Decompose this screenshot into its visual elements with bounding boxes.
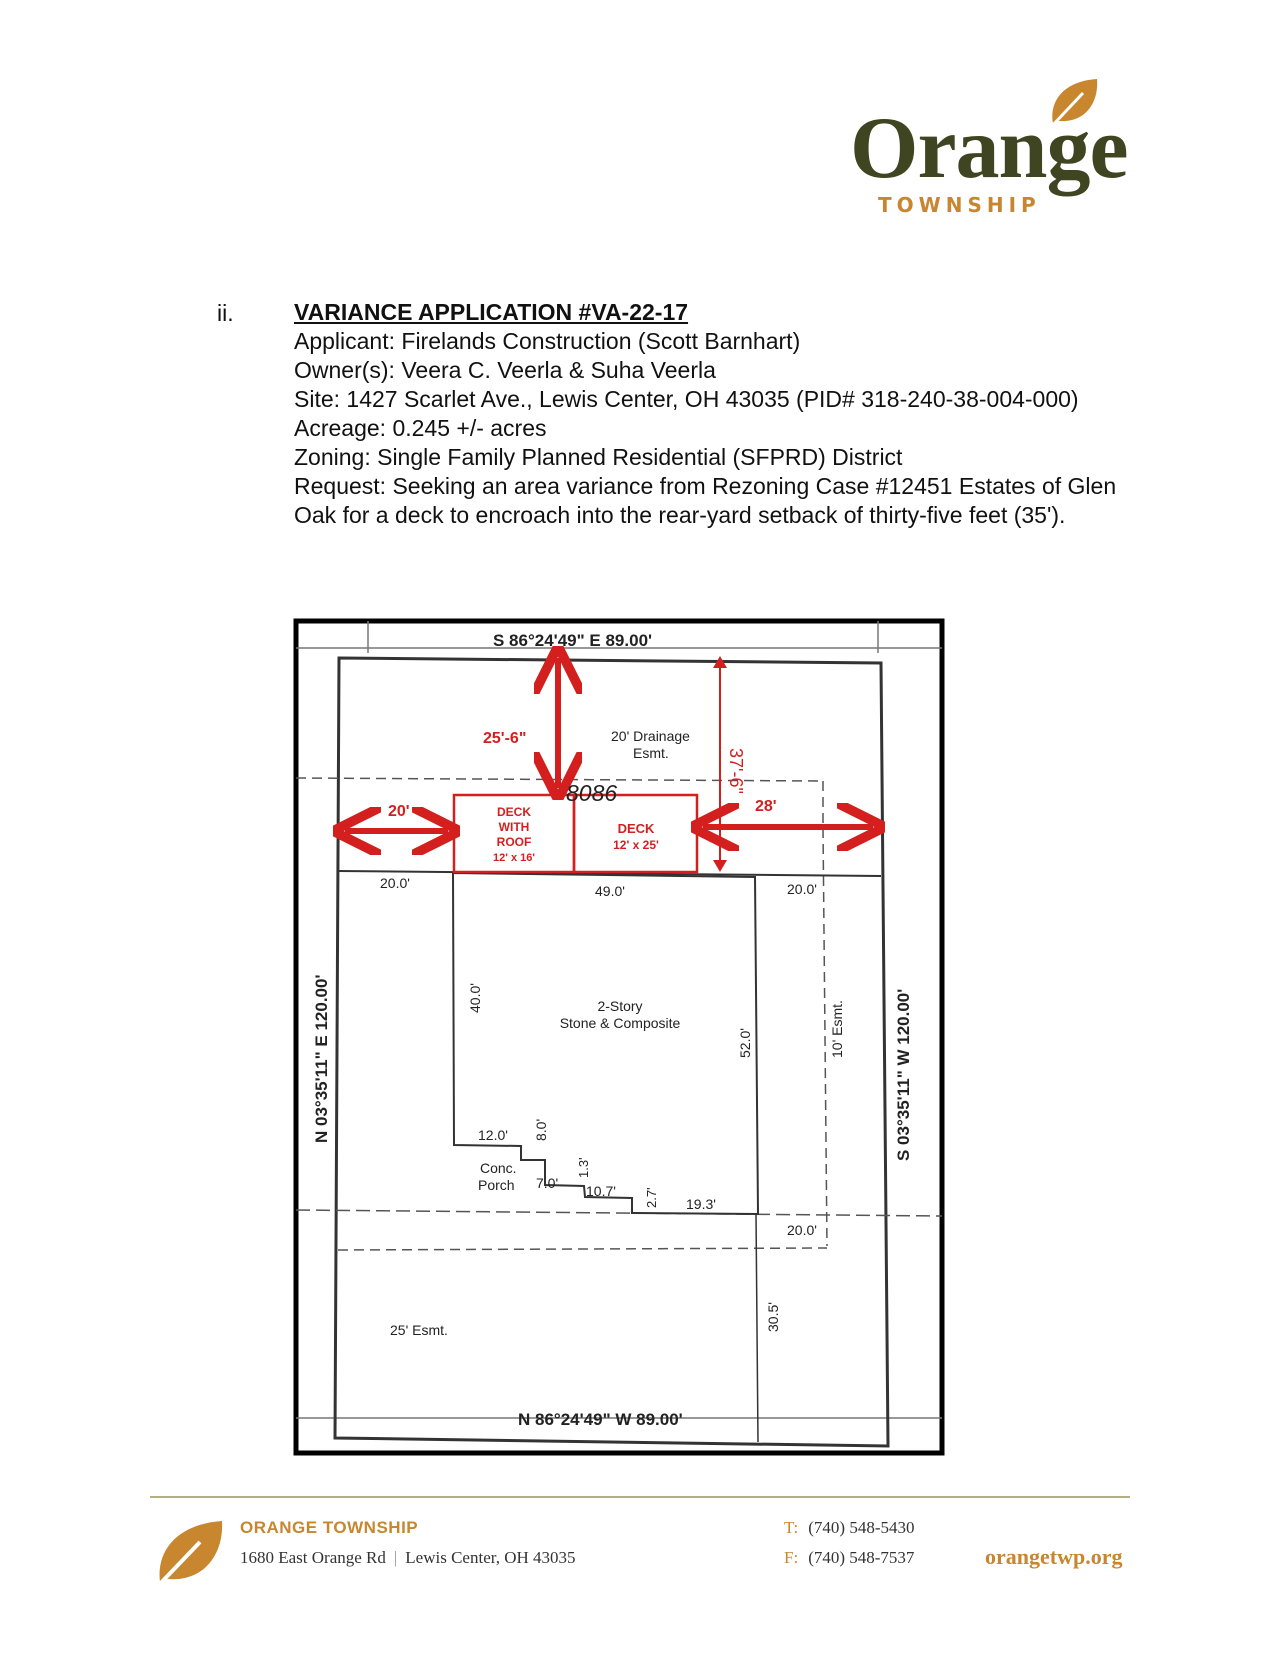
- footer-address-street: 1680 East Orange Rd: [240, 1548, 386, 1567]
- site-line: Site: 1427 Scarlet Ave., Lewis Center, OH 43035 (PID# 318-240-38-004-000): [294, 386, 1079, 412]
- footer-address-city: Lewis Center, OH 43035: [405, 1548, 576, 1567]
- dim-2-7: 2.7': [644, 1187, 659, 1208]
- leaf-icon: [150, 1516, 230, 1591]
- lot-number: 8086: [566, 780, 618, 806]
- dim-12-0: 12.0': [478, 1127, 508, 1143]
- footer-website-link[interactable]: orangetwp.org: [985, 1544, 1123, 1569]
- drainage-label: 20' Drainage: [611, 728, 690, 744]
- applicant-line: Applicant: Firelands Construction (Scott Barnhart): [294, 328, 801, 354]
- orange-township-logo: [850, 75, 1180, 225]
- esmt-10-label: 10' Esmt.: [829, 1000, 845, 1058]
- house-label-1: 2-Story: [597, 998, 643, 1014]
- drainage-esmt-label: Esmt.: [633, 745, 669, 761]
- footer-phone: [784, 1518, 915, 1538]
- dim-25-6: 25'-6": [483, 730, 527, 747]
- zoning-line: Zoning: Single Family Planned Residential (SFPRD) District: [294, 444, 903, 470]
- bearing-right: S 03°35'11" W 120.00': [894, 988, 913, 1161]
- logo-wordmark: Orange: [850, 100, 1128, 197]
- porch-label-1: Conc.: [480, 1160, 517, 1176]
- deck-roof-label-1: DECK: [496, 805, 532, 819]
- application-details: [294, 298, 1144, 530]
- porch-label-2: Porch: [478, 1177, 515, 1193]
- dim-20-0-right: 20.0': [787, 881, 817, 897]
- esmt-25-label: 25' Esmt.: [390, 1322, 448, 1338]
- dim-20-0-left: 20.0': [380, 875, 410, 891]
- deck-roof-label-3: ROOF: [496, 835, 532, 849]
- dim-49-0: 49.0': [595, 883, 625, 899]
- logo-subtitle: TOWNSHIP: [878, 193, 1041, 217]
- application-title: VARIANCE APPLICATION #VA-22-17: [294, 299, 689, 325]
- dim-19-3: 19.3': [686, 1196, 716, 1212]
- dim-10-7: 10.7': [586, 1183, 616, 1199]
- phone-number: (740) 548-5430: [808, 1518, 915, 1537]
- deck-size: 12' x 25': [613, 838, 659, 852]
- footer-fax: [784, 1548, 914, 1568]
- footer-address: 1680 East Orange Rd | Lewis Center, OH 43035: [240, 1548, 576, 1567]
- owner-line: Owner(s): Veera C. Veerla & Suha Veerla: [294, 357, 716, 383]
- bearing-top: S 86°24'49" E 89.00': [493, 631, 653, 650]
- dim-20-0-bottom: 20.0': [787, 1222, 817, 1238]
- site-plan: [293, 618, 945, 1456]
- acreage-line: Acreage: 0.245 +/- acres: [294, 415, 547, 441]
- section-number: ii.: [217, 300, 234, 326]
- dim-8-0: 8.0': [533, 1118, 549, 1141]
- footer-org-name: ORANGE TOWNSHIP: [240, 1518, 419, 1537]
- dim-28-red: 28': [755, 798, 777, 815]
- dim-1-3: 1.3': [576, 1157, 591, 1178]
- deck-roof-size: 12' x 16': [493, 852, 535, 864]
- deck-roof-label-2: WITH: [498, 820, 530, 834]
- dim-30-5: 30.5': [765, 1302, 781, 1332]
- bearing-bottom: N 86°24'49" W 89.00': [518, 1410, 683, 1429]
- dim-40-0: 40.0': [467, 983, 483, 1013]
- dim-52-0: 52.0': [737, 1028, 753, 1058]
- dim-37-6: 37'-6": [726, 748, 746, 794]
- dim-20-red: 20': [388, 803, 410, 820]
- phone-label: T:: [784, 1518, 799, 1537]
- fax-label: F:: [784, 1548, 799, 1567]
- house-label-2: Stone & Composite: [559, 1015, 681, 1031]
- footer-divider: [150, 1496, 1130, 1498]
- deck-label: DECK: [617, 821, 655, 836]
- bearing-left: N 03°35'11" E 120.00': [312, 974, 331, 1143]
- fax-number: (740) 548-7537: [808, 1548, 915, 1567]
- dim-7-0: 7.0': [536, 1175, 559, 1191]
- request-line: Request: Seeking an area variance from Rezoning Case #12451 Estates of Glen Oak for a deck to encroach into the rear-yard setback of thirty-five feet (35').: [294, 473, 1117, 528]
